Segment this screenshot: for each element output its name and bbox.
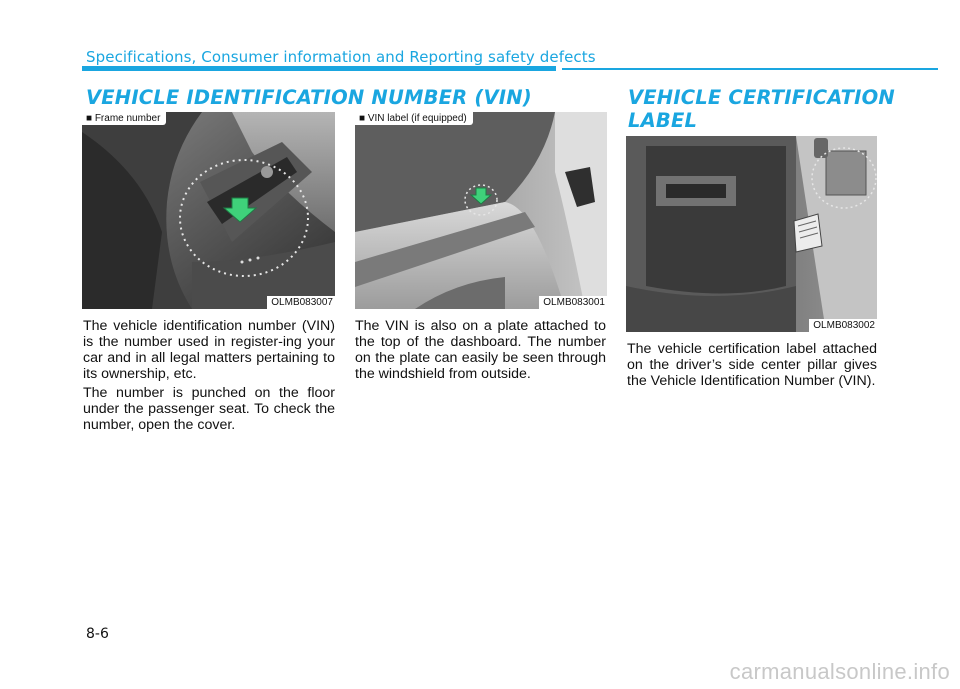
vin-label-photo (355, 112, 607, 309)
cert-label-title-line2: LABEL (628, 109, 698, 132)
figure-code-1: OLMB083007 (267, 296, 335, 309)
cert-label-paragraph: The vehicle certification label attached on the driver’s side center pillar gives the Vehicle Identification Number (VIN). (627, 341, 877, 389)
frame-number-caption: ■ Frame number (82, 112, 166, 125)
page-number: 8-6 (86, 626, 109, 642)
vin-section-title: VEHICLE IDENTIFICATION NUMBER (VIN) (86, 86, 532, 109)
vin-paragraph-3: The VIN is also on a plate attached to the top of the dashboard. The number on the plate can easily be seen through the windshield from outside. (355, 318, 606, 382)
frame-number-photo (82, 112, 335, 309)
frame-number-illustration (82, 112, 335, 309)
vin-paragraph-2: The number is punched on the floor under the passenger seat. To check the number, open the cover. (83, 385, 335, 433)
door-pillar-illustration (626, 136, 877, 332)
cert-label-title-line1: VEHICLE CERTIFICATION (628, 86, 895, 109)
header-rule-thin (562, 68, 938, 70)
watermark: carmanualsonline.info (729, 659, 950, 684)
vin-label-caption: ■ VIN label (if equipped) (355, 112, 473, 125)
header-rule-thick (82, 66, 556, 71)
figure-code-2: OLMB083001 (539, 296, 607, 309)
cert-label-photo (626, 136, 877, 332)
dashboard-vin-illustration (355, 112, 607, 309)
vin-paragraph-1: The vehicle identification number (VIN) is the number used in register-ing your car and in all legal matters pertaining to its ownership, etc. (83, 318, 335, 382)
figure-code-3: OLMB083002 (809, 319, 877, 332)
chapter-header: Specifications, Consumer information and Reporting safety defects (86, 48, 596, 66)
